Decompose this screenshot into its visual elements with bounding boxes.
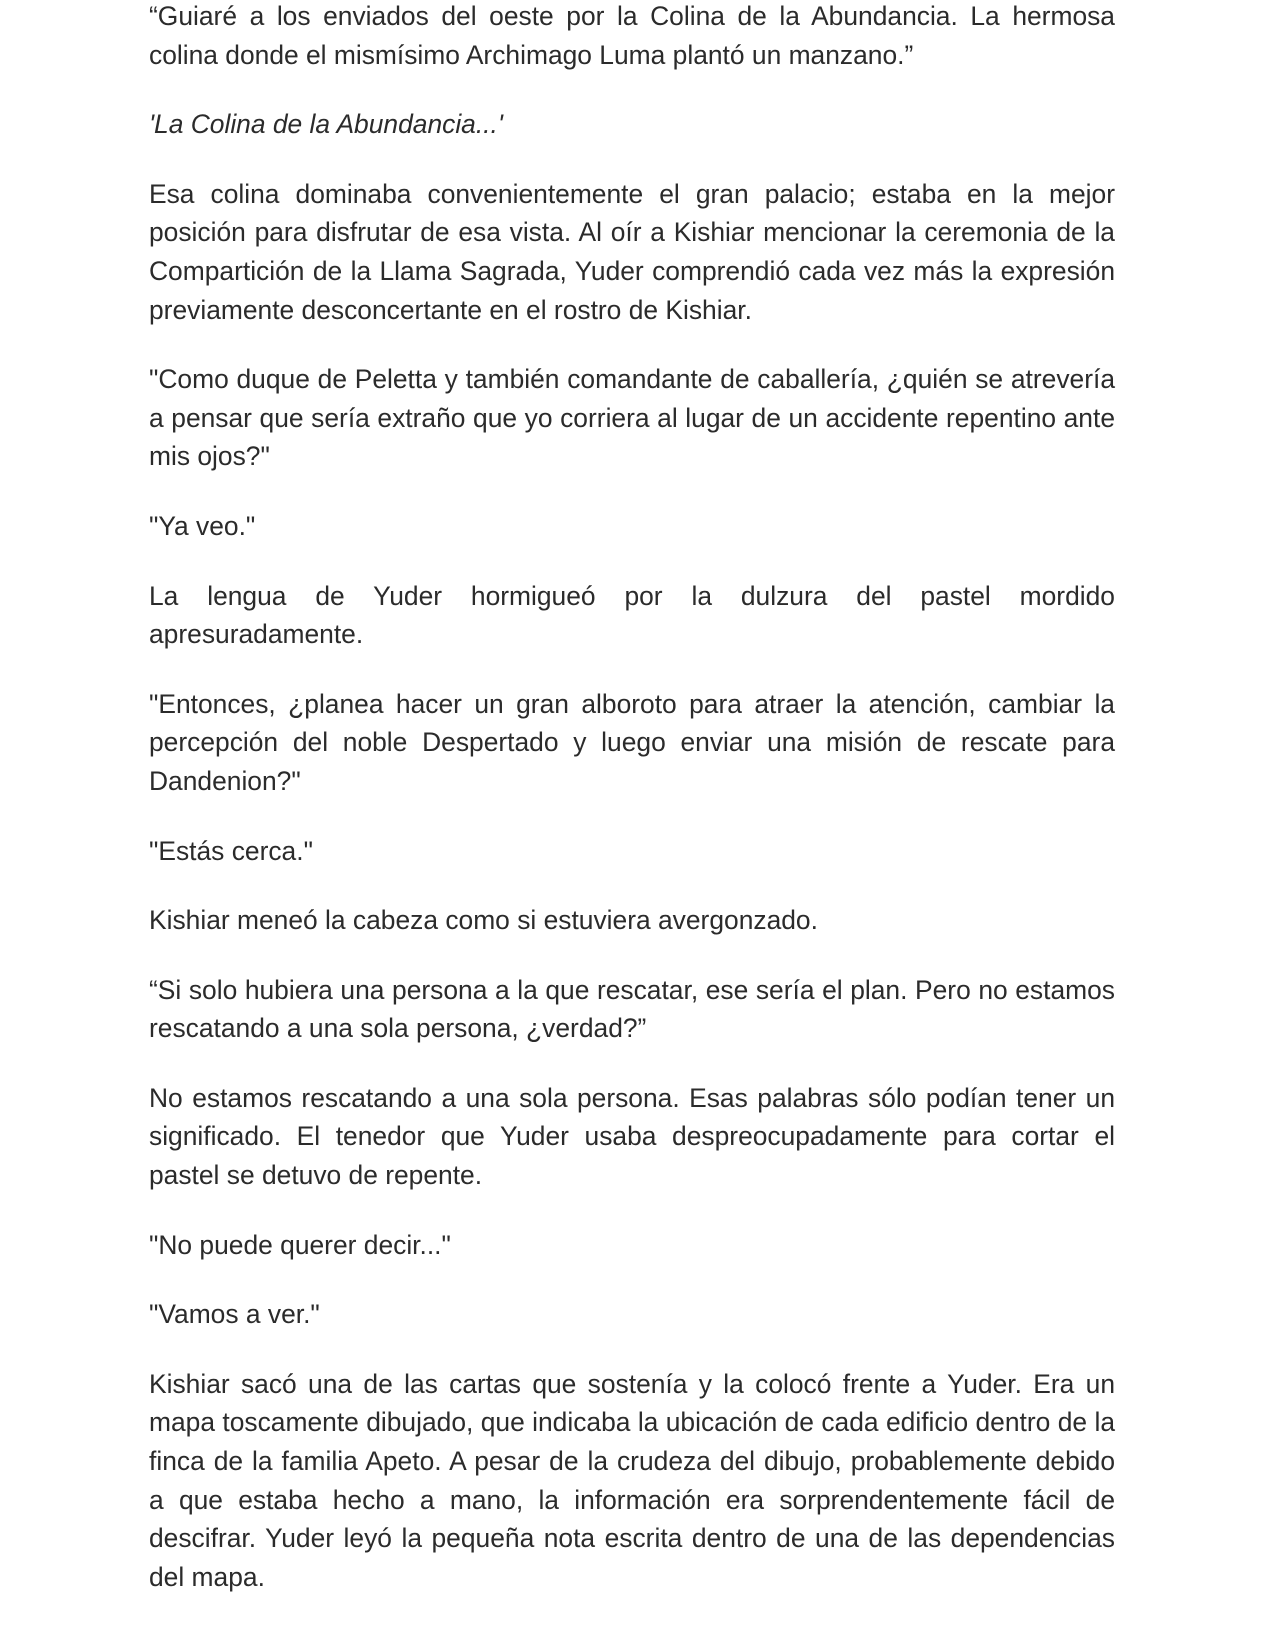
paragraph: La lengua de Yuder hormigueó por la dulzura del pastel mordido apresuradamente. bbox=[149, 580, 1115, 650]
paragraph-italic-thought: 'La Colina de la Abundancia...' bbox=[149, 109, 503, 140]
paragraph: No estamos rescatando a una sola persona. Esas palabras sólo podían tener un significado. El tenedor que Yuder usaba despreocupadamente para cortar el pastel se detuvo de repente. bbox=[149, 1082, 1115, 1191]
paragraph: "Como duque de Peletta y también comandante de caballería, ¿quién se atrevería a pensar que sería extraño que yo corriera al lugar de un accidente repentino ante mis ojos?" bbox=[149, 364, 1115, 472]
paragraph: "Entonces, ¿planea hacer un gran alboroto para atraer la atención, cambiar la percepción del noble Despertado y luego enviar una misión de rescate para Dandenion?" bbox=[149, 688, 1115, 796]
paragraph: “Guiaré a los enviados del oeste por la Colina de la Abundancia. La hermosa colina donde el mismísimo Archimago Luma plantó un manzano.” bbox=[149, 1, 1115, 70]
paragraph: "Estás cerca." bbox=[149, 835, 313, 866]
paragraph: Kishiar meneó la cabeza como si estuviera avergonzado. bbox=[149, 905, 818, 936]
paragraph: "No puede querer decir..." bbox=[149, 1229, 451, 1260]
paragraph: "Vamos a ver." bbox=[149, 1299, 320, 1330]
paragraph: Kishiar sacó una de las cartas que sostenía y la colocó frente a Yuder. Era un mapa toscamente dibujado, que indicaba la ubicación de cada edificio dentro de la finca de la familia Apeto. A pesar de la crudeza del dibujo, probablemente debido a que estaba hecho a mano, la información era sorprendentemente fácil de descifrar. Yuder leyó la pequeña nota escrita dentro de una de las dependencias del mapa. bbox=[149, 1368, 1115, 1592]
paragraph: “Si solo hubiera una persona a la que rescatar, ese sería el plan. Pero no estamos rescatando a una sola persona, ¿verdad?” bbox=[149, 974, 1115, 1044]
document-page bbox=[149, 0, 1115, 1627]
paragraph: "Ya veo." bbox=[149, 510, 256, 541]
paragraph: Esa colina dominaba convenientemente el gran palacio; estaba en la mejor posición para disfrutar de esa vista. Al oír a Kishiar mencionar la ceremonia de la Compartición de la Llama Sagrada, Yuder comprendió cada vez más la expresión previamente desconcertante en el rostro de Kishiar. bbox=[149, 178, 1115, 325]
